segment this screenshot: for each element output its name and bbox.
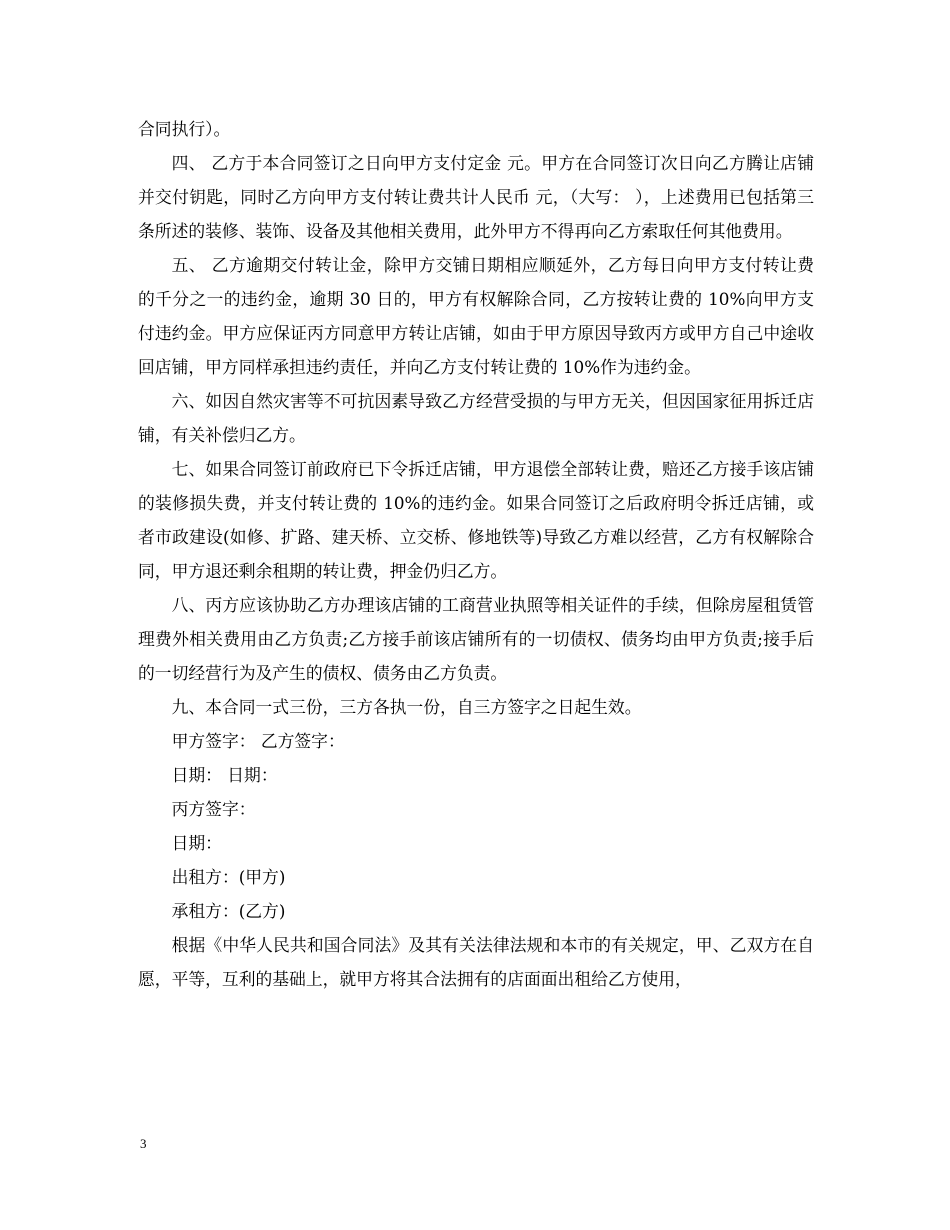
signature-date-a-b: 日期： 日期：	[171, 765, 278, 785]
lessor-label: 出租方：(甲方)	[171, 867, 286, 887]
signature-date-c: 日期：	[171, 833, 222, 853]
clause-9-copies-effective: 九、本合同一式三份，三方各执一份，自三方签字之日起生效。	[171, 697, 642, 717]
page-number: 3	[140, 1136, 147, 1151]
clause-6-force-majeure: 六、如因自然灾害等不可抗因素导致乙方经营受损的与甲方无关，但因国家征用拆迁店铺，有关补偿归乙方。	[138, 391, 814, 445]
lease-preamble: 根据《中华人民共和国合同法》及其有关法律法规和本市的有关规定，甲、乙双方在自愿，平等，互利的基础上，就甲方将其合法拥有的店面面出租给乙方使用，	[138, 935, 814, 989]
paragraph-continuation: 合同执行）。	[138, 119, 231, 139]
clause-4-deposit-payment: 四、 乙方于本合同签订之日向甲方支付定金 元。甲方在合同签订次日向乙方腾让店铺并交付钥匙，同时乙方向甲方支付转让费共计人民币 元，（大写： ），上述费用已包括第三条所述的装修、装饰、设备及其他相关费用，此外甲方不得再向乙方索取任何其他费用。	[138, 153, 814, 241]
clause-7-demolition: 七、如果合同签订前政府已下令拆迁店铺，甲方退偿全部转让费，赔还乙方接手该店铺的装修损失费，并支付转让费的 10%的违约金。如果合同签订之后政府明令拆迁店铺，或者市政建设(如修、扩路、建天桥、立交桥、修地铁等)导致乙方难以经营，乙方有权解除合同，甲方退还剩余租期的转让费，押金仍归乙方。	[138, 459, 814, 581]
clause-8-business-license: 八、丙方应该协助乙方办理该店铺的工商营业执照等相关证件的手续，但除房屋租赁管理费外相关费用由乙方负责;乙方接手前该店铺所有的一切债权、债务均由甲方负责;接手后的一切经营行为及产生的债权、债务由乙方负责。	[138, 595, 814, 683]
signature-party-a-b: 甲方签字： 乙方签字：	[171, 731, 345, 751]
contract-body	[138, 112, 814, 996]
clause-5-late-payment-penalty: 五、 乙方逾期交付转让金，除甲方交铺日期相应顺延外，乙方每日向甲方支付转让费的千分之一的违约金，逾期 30 日的，甲方有权解除合同，乙方按转让费的 10%向甲方支付违约金。甲方应保证丙方同意甲方转让店铺，如由于甲方原因导致丙方或甲方自己中途收回店铺，甲方同样承担违约责任，并向乙方支付转让费的 10%作为违约金。	[138, 255, 814, 377]
lessee-label: 承租方：(乙方)	[171, 901, 286, 921]
signature-party-c: 丙方签字：	[171, 799, 256, 819]
